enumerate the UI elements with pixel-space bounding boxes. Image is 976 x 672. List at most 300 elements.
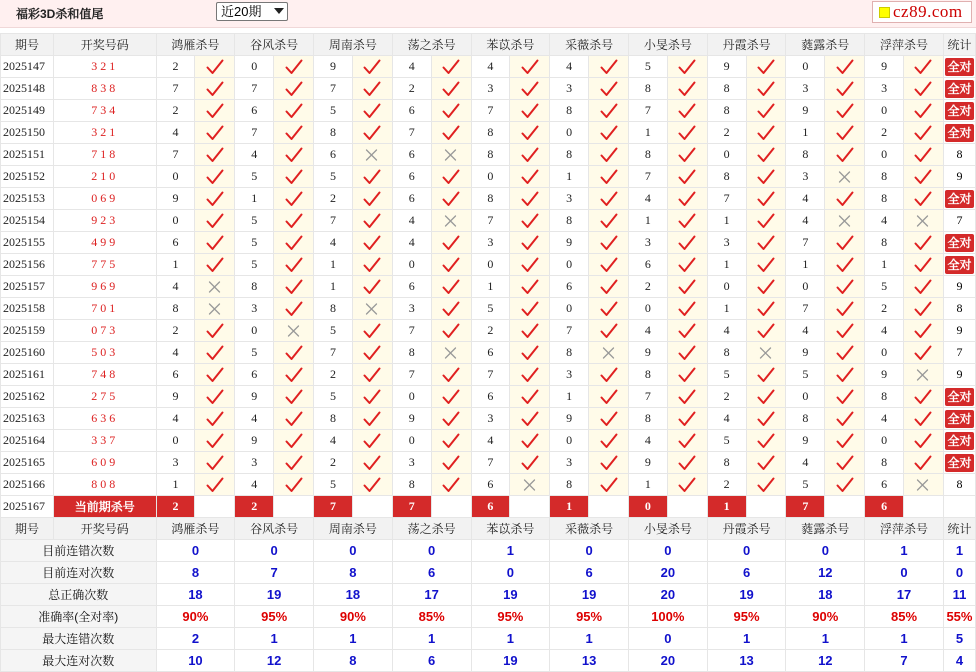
result-mark-cell (510, 276, 550, 298)
kill-number-cell: 6 (471, 474, 510, 496)
check-icon (836, 257, 854, 273)
current-kill-number: 2 (235, 496, 274, 518)
result-mark-cell (431, 254, 471, 276)
column-header: 统计 (943, 518, 975, 540)
result-mark-cell (510, 122, 550, 144)
check-icon (678, 345, 696, 361)
result-mark-cell (431, 320, 471, 342)
kill-number-cell: 0 (865, 100, 904, 122)
kill-number-cell: 9 (156, 188, 195, 210)
stat-value: 19 (471, 584, 550, 606)
result-mark-cell (589, 188, 629, 210)
result-mark-cell (904, 122, 944, 144)
result-mark-cell (352, 320, 392, 342)
stat-cell (943, 254, 975, 276)
result-mark-cell (667, 452, 707, 474)
result-mark-cell (195, 408, 235, 430)
result-mark-cell (589, 298, 629, 320)
result-mark-cell (589, 408, 629, 430)
result-mark-cell (274, 474, 314, 496)
result-mark-cell (825, 122, 865, 144)
check-icon (836, 81, 854, 97)
result-mark-cell (904, 232, 944, 254)
cross-icon (914, 477, 932, 493)
all-correct-badge: 全对 (945, 234, 974, 252)
kill-number-cell: 8 (865, 188, 904, 210)
kill-number-cell: 8 (628, 364, 667, 386)
result-mark-cell (431, 100, 471, 122)
check-icon (757, 59, 775, 75)
check-icon (521, 323, 539, 339)
stat-cell: 8 (943, 474, 975, 496)
result-mark-cell (195, 210, 235, 232)
result-mark-cell (746, 122, 786, 144)
period-select[interactable] (216, 2, 288, 21)
kill-table (0, 33, 976, 672)
check-icon (442, 367, 460, 383)
result-mark-cell (904, 188, 944, 210)
column-header: 周南杀号 (314, 34, 393, 56)
kill-number-cell: 9 (707, 56, 746, 78)
stat-value: 20 (628, 562, 707, 584)
empty-cell (825, 496, 865, 518)
stat-value: 0 (628, 540, 707, 562)
result-mark-cell (431, 364, 471, 386)
stat-value: 6 (707, 562, 786, 584)
check-icon (285, 169, 303, 185)
stat-label: 最大连对次数 (1, 650, 157, 672)
stat-value: 19 (471, 650, 550, 672)
result-mark-cell (904, 298, 944, 320)
result-mark-cell (589, 122, 629, 144)
kill-number-cell: 3 (392, 452, 431, 474)
check-icon (521, 147, 539, 163)
check-icon (206, 125, 224, 141)
result-mark-cell (825, 320, 865, 342)
result-mark-cell (431, 386, 471, 408)
check-icon (442, 81, 460, 97)
check-icon (600, 323, 618, 339)
kill-number-cell: 6 (392, 100, 431, 122)
kill-number-cell: 9 (786, 100, 825, 122)
result-mark-cell (746, 100, 786, 122)
stat-value: 19 (550, 584, 629, 606)
result-mark-cell (667, 342, 707, 364)
kill-number-cell: 0 (471, 254, 510, 276)
kill-number-cell: 2 (314, 452, 353, 474)
all-correct-badge: 全对 (945, 190, 974, 208)
result-mark-cell (352, 100, 392, 122)
check-icon (836, 103, 854, 119)
period-cell: 2025148 (1, 78, 54, 100)
kill-number-cell: 7 (628, 100, 667, 122)
column-header: 开奖号码 (53, 34, 156, 56)
check-icon (914, 59, 932, 75)
kill-number-cell: 6 (156, 232, 195, 254)
result-mark-cell (195, 430, 235, 452)
result-mark-cell (746, 276, 786, 298)
stat-value: 90% (786, 606, 865, 628)
result-mark-cell (589, 276, 629, 298)
check-icon (285, 235, 303, 251)
result-mark-cell (667, 298, 707, 320)
result-mark-cell (274, 320, 314, 342)
result-mark-cell (274, 254, 314, 276)
check-icon (757, 235, 775, 251)
check-icon (914, 147, 932, 163)
check-icon (285, 81, 303, 97)
result-mark-cell (589, 100, 629, 122)
result-mark-cell (274, 166, 314, 188)
stat-cell: 9 (943, 166, 975, 188)
cross-icon (442, 345, 460, 361)
kill-number-cell: 7 (235, 122, 274, 144)
kill-number-cell: 4 (707, 320, 746, 342)
table-row (1, 232, 976, 254)
kill-number-cell: 8 (865, 386, 904, 408)
result-mark-cell (195, 232, 235, 254)
result-mark-cell (904, 320, 944, 342)
result-mark-cell (510, 100, 550, 122)
result-mark-cell (746, 298, 786, 320)
check-icon (757, 279, 775, 295)
kill-number-cell: 7 (314, 78, 353, 100)
check-icon (757, 169, 775, 185)
result-mark-cell (825, 474, 865, 496)
check-icon (206, 455, 224, 471)
kill-number-cell: 0 (550, 122, 589, 144)
result-mark-cell (431, 298, 471, 320)
result-mark-cell (352, 386, 392, 408)
kill-number-cell: 3 (235, 452, 274, 474)
result-mark-cell (904, 166, 944, 188)
result-mark-cell (195, 78, 235, 100)
stat-value: 20 (628, 650, 707, 672)
kill-number-cell: 8 (471, 188, 510, 210)
kill-number-cell: 9 (550, 232, 589, 254)
current-kill-number: 0 (628, 496, 667, 518)
check-icon (678, 125, 696, 141)
result-mark-cell (431, 430, 471, 452)
period-cell: 2025160 (1, 342, 54, 364)
kill-number-cell: 7 (392, 364, 431, 386)
result-mark-cell (746, 430, 786, 452)
kill-number-cell: 1 (628, 122, 667, 144)
result-mark-cell (510, 298, 550, 320)
kill-number-cell: 4 (865, 408, 904, 430)
stat-value: 85% (392, 606, 471, 628)
all-correct-badge: 全对 (945, 388, 974, 406)
site-logo[interactable] (872, 1, 972, 23)
column-header: 蕤露杀号 (786, 34, 865, 56)
kill-number-cell: 4 (235, 474, 274, 496)
stat-cell (943, 408, 975, 430)
result-mark-cell (589, 254, 629, 276)
stat-value: 13 (550, 650, 629, 672)
check-icon (678, 59, 696, 75)
stat-value: 55% (943, 606, 975, 628)
result-mark-cell (195, 188, 235, 210)
check-icon (600, 147, 618, 163)
kill-number-cell: 1 (314, 276, 353, 298)
result-mark-cell (195, 100, 235, 122)
stat-value: 7 (235, 562, 314, 584)
result-mark-cell (510, 430, 550, 452)
current-kill-label: 当前期杀号 (53, 496, 156, 518)
kill-number-cell: 7 (235, 78, 274, 100)
check-icon (285, 455, 303, 471)
kill-number-cell: 9 (235, 386, 274, 408)
check-icon (914, 125, 932, 141)
stat-label: 总正确次数 (1, 584, 157, 606)
stat-value: 5 (943, 628, 975, 650)
check-icon (442, 235, 460, 251)
result-mark-cell (825, 430, 865, 452)
table-row (1, 144, 976, 166)
kill-number-cell: 8 (314, 408, 353, 430)
cross-icon (363, 147, 381, 163)
stat-value: 12 (235, 650, 314, 672)
stat-value: 0 (235, 540, 314, 562)
column-header: 小旻杀号 (628, 34, 707, 56)
kill-number-cell: 8 (550, 210, 589, 232)
stat-value: 12 (786, 562, 865, 584)
result-mark-cell (667, 78, 707, 100)
column-header: 蕤露杀号 (786, 518, 865, 540)
check-icon (757, 411, 775, 427)
kill-number-cell: 5 (235, 254, 274, 276)
result-mark-cell (195, 364, 235, 386)
kill-number-cell: 4 (156, 342, 195, 364)
result-mark-cell (667, 408, 707, 430)
check-icon (914, 81, 932, 97)
table-row (1, 342, 976, 364)
kill-number-cell: 8 (471, 122, 510, 144)
cross-icon (285, 323, 303, 339)
result-mark-cell (274, 452, 314, 474)
stat-label: 最大连错次数 (1, 628, 157, 650)
check-icon (442, 411, 460, 427)
result-mark-cell (589, 144, 629, 166)
table-row (1, 474, 976, 496)
kill-number-cell: 1 (550, 166, 589, 188)
kill-number-cell: 1 (156, 254, 195, 276)
result-mark-cell (746, 342, 786, 364)
kill-number-cell: 5 (235, 166, 274, 188)
check-icon (600, 455, 618, 471)
kill-number-cell: 6 (392, 188, 431, 210)
result-mark-cell (352, 144, 392, 166)
kill-number-cell: 7 (392, 122, 431, 144)
check-icon (914, 235, 932, 251)
result-mark-cell (352, 364, 392, 386)
check-icon (600, 389, 618, 405)
check-icon (285, 367, 303, 383)
kill-number-cell: 4 (314, 430, 353, 452)
check-icon (442, 59, 460, 75)
check-icon (757, 433, 775, 449)
check-icon (521, 103, 539, 119)
result-mark-cell (589, 56, 629, 78)
draw-number-cell: 718 (53, 144, 156, 166)
result-mark-cell (904, 408, 944, 430)
kill-number-cell: 8 (707, 100, 746, 122)
result-mark-cell (746, 144, 786, 166)
period-cell: 2025164 (1, 430, 54, 452)
result-mark-cell (746, 232, 786, 254)
check-icon (363, 59, 381, 75)
check-icon (521, 345, 539, 361)
result-mark-cell (431, 188, 471, 210)
kill-number-cell: 0 (628, 298, 667, 320)
kill-number-cell: 6 (156, 364, 195, 386)
check-icon (914, 279, 932, 295)
kill-number-cell: 3 (550, 364, 589, 386)
check-icon (757, 477, 775, 493)
check-icon (600, 103, 618, 119)
result-mark-cell (195, 474, 235, 496)
check-icon (836, 191, 854, 207)
check-icon (285, 389, 303, 405)
period-select-value: 近20期 (221, 4, 262, 19)
check-icon (836, 125, 854, 141)
table-row (1, 122, 976, 144)
table-row (1, 298, 976, 320)
kill-number-cell: 0 (786, 56, 825, 78)
result-mark-cell (352, 342, 392, 364)
result-mark-cell (667, 320, 707, 342)
result-mark-cell (667, 276, 707, 298)
table-row (1, 254, 976, 276)
all-correct-badge: 全对 (945, 124, 974, 142)
empty-cell (195, 496, 235, 518)
cross-icon (442, 147, 460, 163)
stat-row (1, 562, 976, 584)
result-mark-cell (352, 56, 392, 78)
check-icon (521, 455, 539, 471)
result-mark-cell (510, 56, 550, 78)
kill-number-cell: 8 (786, 144, 825, 166)
kill-number-cell: 9 (235, 430, 274, 452)
check-icon (442, 477, 460, 493)
result-mark-cell (904, 144, 944, 166)
check-icon (521, 301, 539, 317)
kill-number-cell: 2 (707, 122, 746, 144)
kill-number-cell: 3 (235, 298, 274, 320)
kill-number-cell: 4 (235, 144, 274, 166)
check-icon (600, 433, 618, 449)
period-cell: 2025157 (1, 276, 54, 298)
check-icon (836, 147, 854, 163)
kill-number-cell: 8 (392, 474, 431, 496)
check-icon (757, 191, 775, 207)
check-icon (285, 257, 303, 273)
check-icon (757, 389, 775, 405)
kill-number-cell: 1 (707, 210, 746, 232)
table-row (1, 320, 976, 342)
result-mark-cell (510, 254, 550, 276)
kill-number-cell: 5 (865, 276, 904, 298)
kill-number-cell: 0 (786, 386, 825, 408)
check-icon (363, 389, 381, 405)
kill-number-cell: 6 (471, 386, 510, 408)
kill-number-cell: 2 (707, 386, 746, 408)
result-mark-cell (904, 100, 944, 122)
check-icon (363, 235, 381, 251)
current-kill-number: 6 (471, 496, 510, 518)
check-icon (678, 235, 696, 251)
kill-number-cell: 9 (786, 430, 825, 452)
kill-number-cell: 4 (786, 320, 825, 342)
kill-number-cell: 0 (550, 254, 589, 276)
kill-number-cell: 1 (707, 254, 746, 276)
kill-number-cell: 0 (707, 276, 746, 298)
check-icon (206, 411, 224, 427)
kill-number-cell: 3 (550, 78, 589, 100)
period-cell: 2025163 (1, 408, 54, 430)
table-row (1, 100, 976, 122)
kill-number-cell: 0 (865, 430, 904, 452)
result-mark-cell (274, 386, 314, 408)
kill-number-cell: 7 (707, 188, 746, 210)
draw-number-cell: 701 (53, 298, 156, 320)
result-mark-cell (195, 56, 235, 78)
kill-number-cell: 6 (235, 364, 274, 386)
kill-number-cell: 1 (707, 298, 746, 320)
kill-number-cell: 7 (550, 320, 589, 342)
stat-value: 100% (628, 606, 707, 628)
stat-value: 19 (235, 584, 314, 606)
current-kill-number: 7 (786, 496, 825, 518)
kill-number-cell: 0 (156, 210, 195, 232)
kill-number-cell: 8 (707, 342, 746, 364)
check-icon (600, 169, 618, 185)
kill-number-cell: 4 (156, 122, 195, 144)
draw-number-cell: 210 (53, 166, 156, 188)
check-icon (836, 477, 854, 493)
cross-icon (521, 477, 539, 493)
kill-number-cell: 7 (314, 210, 353, 232)
check-icon (521, 257, 539, 273)
kill-number-cell: 0 (471, 166, 510, 188)
stat-value: 1 (392, 628, 471, 650)
check-icon (363, 367, 381, 383)
kill-number-cell: 2 (628, 276, 667, 298)
check-icon (836, 345, 854, 361)
period-cell: 2025167 (1, 496, 54, 518)
kill-number-cell: 0 (392, 254, 431, 276)
result-mark-cell (274, 298, 314, 320)
check-icon (363, 213, 381, 229)
result-mark-cell (825, 298, 865, 320)
period-cell: 2025153 (1, 188, 54, 210)
all-correct-badge: 全对 (945, 256, 974, 274)
kill-number-cell: 2 (392, 78, 431, 100)
result-mark-cell (431, 166, 471, 188)
result-mark-cell (352, 188, 392, 210)
check-icon (521, 433, 539, 449)
check-icon (836, 411, 854, 427)
header-row (1, 34, 976, 56)
result-mark-cell (904, 254, 944, 276)
result-mark-cell (746, 56, 786, 78)
result-mark-cell (274, 144, 314, 166)
kill-number-cell: 0 (156, 430, 195, 452)
period-cell: 2025161 (1, 364, 54, 386)
result-mark-cell (274, 342, 314, 364)
stat-value: 1 (471, 540, 550, 562)
kill-number-cell: 9 (550, 408, 589, 430)
